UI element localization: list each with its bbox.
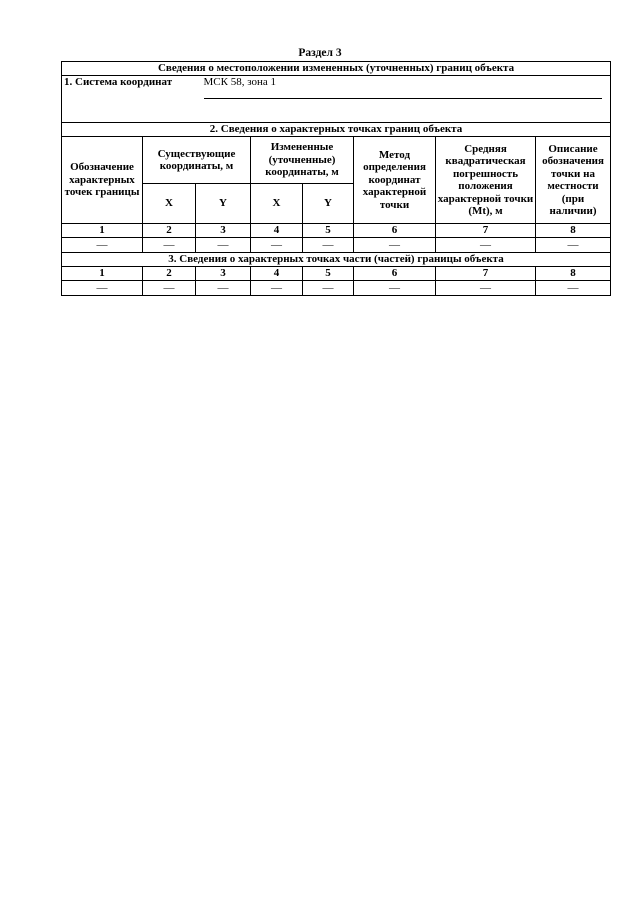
- column-number: 1: [62, 224, 143, 238]
- parts-column-number: 7: [436, 267, 536, 281]
- coord-system-label: 1. Система координат: [62, 76, 196, 123]
- col-existing-x-header: X: [143, 184, 196, 224]
- empty-cell: —: [354, 238, 436, 253]
- parts-empty-cell: —: [62, 281, 143, 296]
- parts-column-number: 3: [196, 267, 251, 281]
- coord-system-cell: [196, 76, 611, 123]
- empty-cell: —: [62, 238, 143, 253]
- column-number: 4: [251, 224, 303, 238]
- parts-empty-cell: —: [251, 281, 303, 296]
- boundary-table: [61, 61, 611, 296]
- column-number: 3: [196, 224, 251, 238]
- parts-column-number: 2: [143, 267, 196, 281]
- col-description-header: Описание обозначения точки на местности (при наличии): [536, 137, 611, 224]
- parts-column-number: 6: [354, 267, 436, 281]
- boundary-table-frame: [61, 61, 610, 296]
- column-number: 6: [354, 224, 436, 238]
- page-title: Раздел 3: [298, 47, 342, 59]
- empty-cell: —: [536, 238, 611, 253]
- col-existing-header: Существующие координаты, м: [143, 137, 251, 184]
- parts-column-number: 1: [62, 267, 143, 281]
- parts-empty-cell: —: [143, 281, 196, 296]
- column-number: 5: [303, 224, 354, 238]
- parts-empty-cell: —: [303, 281, 354, 296]
- empty-cell: —: [196, 238, 251, 253]
- coord-system-value: МСК 58, зона 1: [204, 76, 603, 99]
- empty-cell: —: [436, 238, 536, 253]
- parts-column-number: 5: [303, 267, 354, 281]
- parts-empty-cell: —: [354, 281, 436, 296]
- col-changed-header: Измененные (уточненные) координаты, м: [251, 137, 354, 184]
- parts-empty-cell: —: [436, 281, 536, 296]
- location-header: Сведения о местоположении измененных (уточненных) границ объекта: [62, 62, 611, 76]
- col-designation-header: Обозначение характерных точек границы: [62, 137, 143, 224]
- parts-empty-cell: —: [536, 281, 611, 296]
- parts-section-title: 3. Сведения о характерных точках части (частей) границы объекта: [62, 253, 611, 267]
- column-number: 8: [536, 224, 611, 238]
- col-accuracy-header: Средняя квадратическая погрешность положения характерной точки (Mt), м: [436, 137, 536, 224]
- empty-cell: —: [143, 238, 196, 253]
- column-number: 2: [143, 224, 196, 238]
- parts-column-number: 4: [251, 267, 303, 281]
- col-changed-x-header: X: [251, 184, 303, 224]
- points-section-title: 2. Сведения о характерных точках границ объекта: [62, 123, 611, 137]
- parts-column-number: 8: [536, 267, 611, 281]
- col-existing-y-header: Y: [196, 184, 251, 224]
- col-changed-y-header: Y: [303, 184, 354, 224]
- empty-cell: —: [303, 238, 354, 253]
- col-method-header: Метод определения координат характерной точки: [354, 137, 436, 224]
- empty-cell: —: [251, 238, 303, 253]
- parts-empty-cell: —: [196, 281, 251, 296]
- column-number: 7: [436, 224, 536, 238]
